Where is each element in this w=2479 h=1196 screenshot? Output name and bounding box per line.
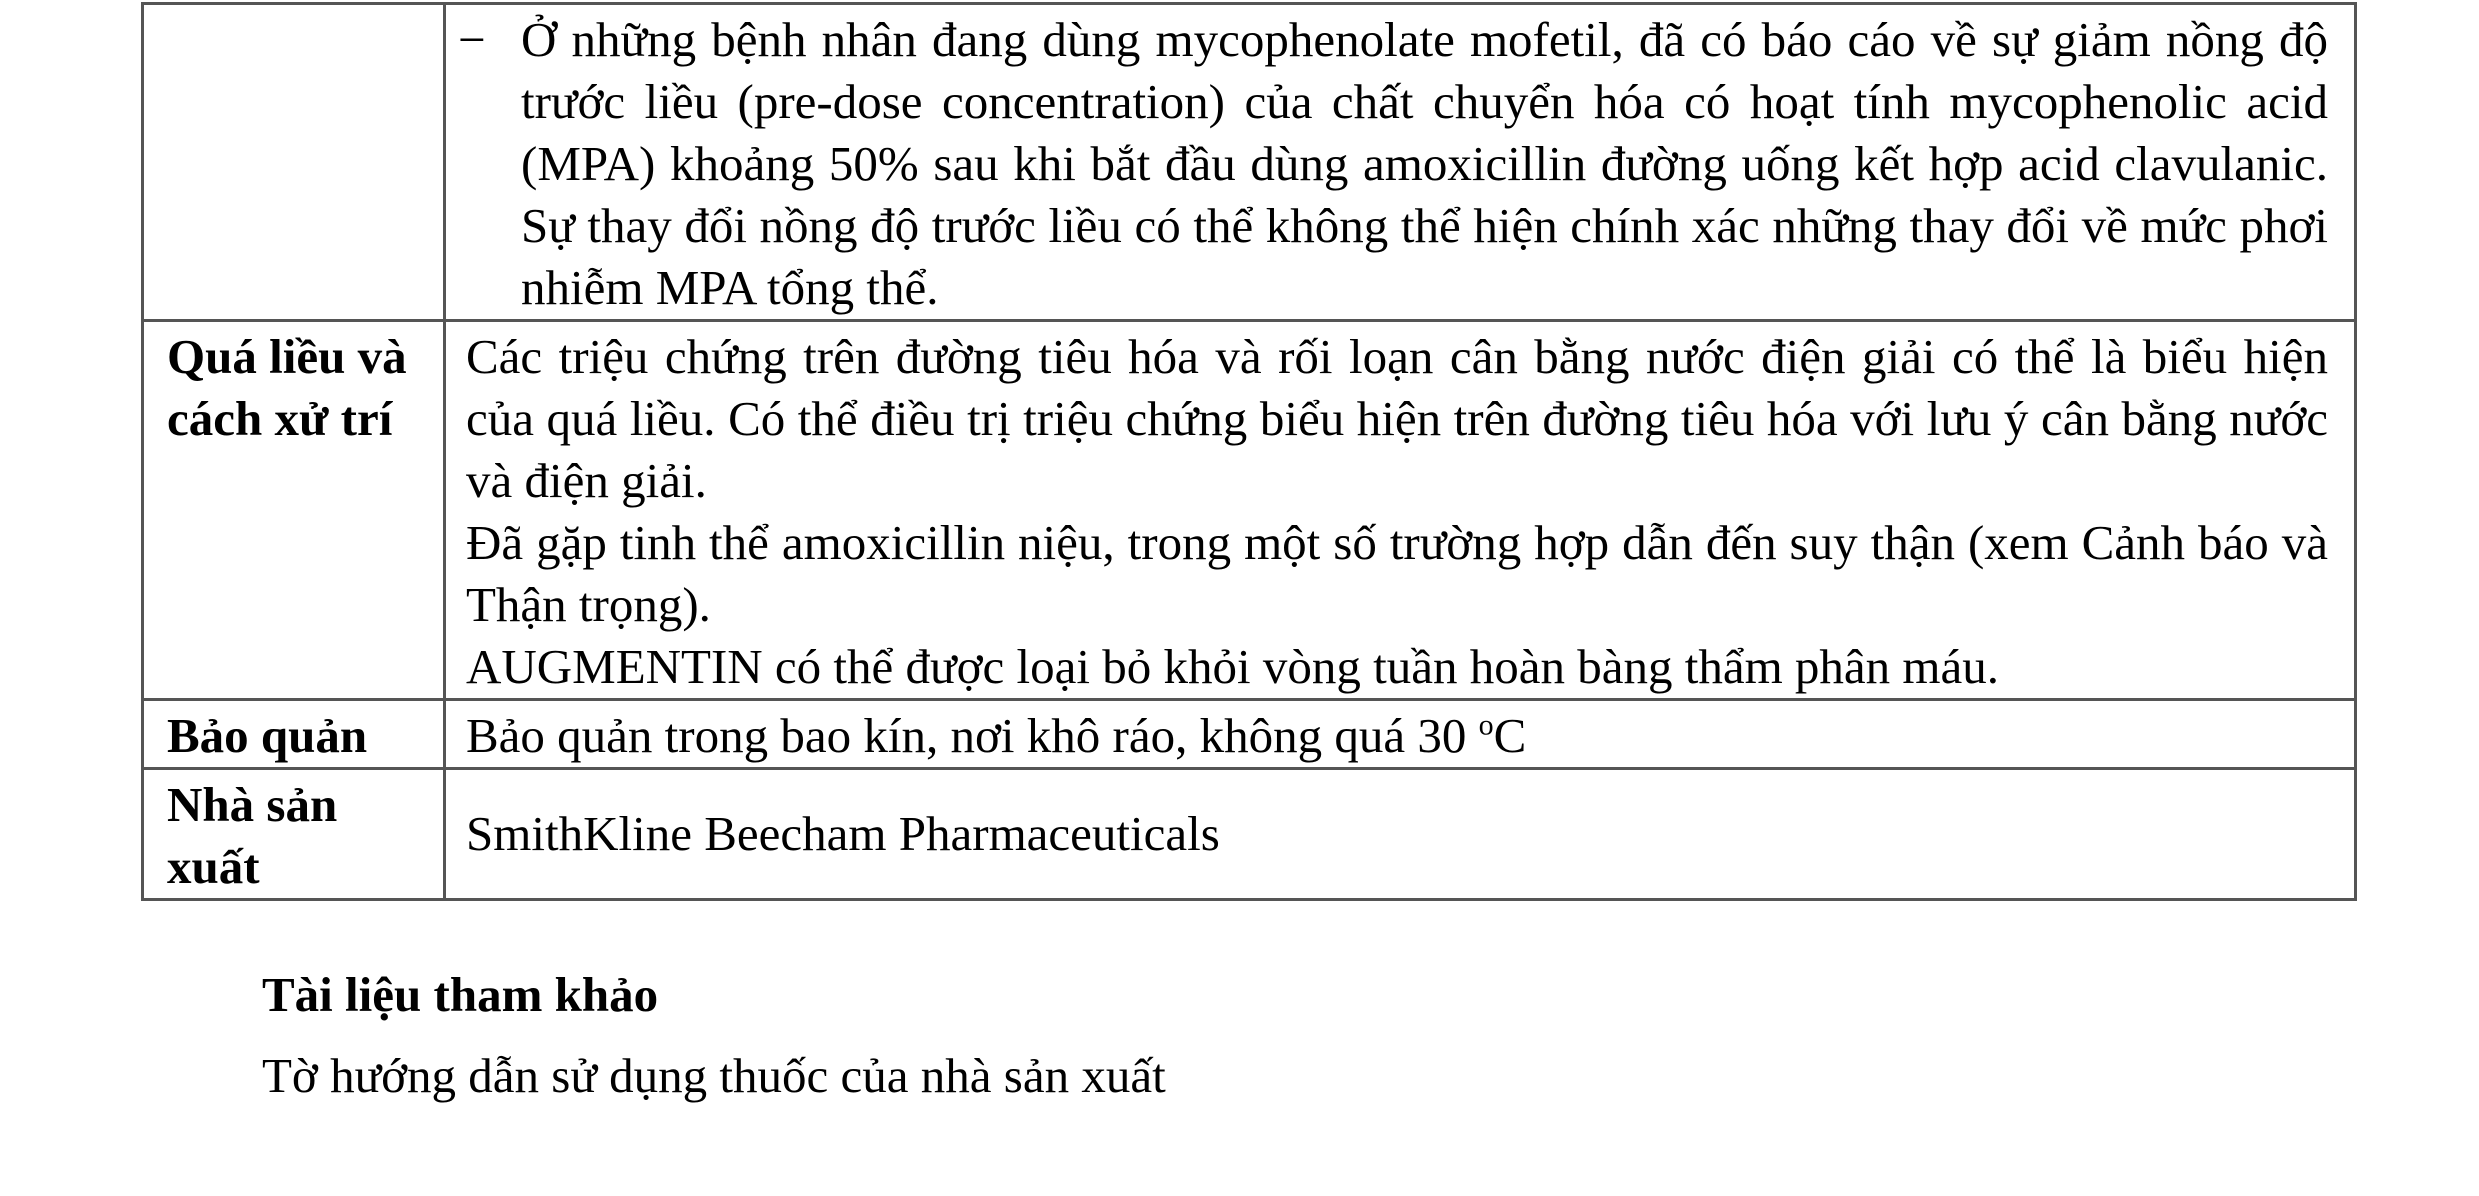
mycophenolate-paragraph: Ở những bệnh nhân đang dùng mycophenolate mofetil, đã có báo cáo về sự giảm nồng độ trước liều (pre-dose concentration) của chất chuyển hóa có hoạt tính mycophenolic acid (MPA) khoảng 50% sau khi bắt đầu dùng amoxicillin đường uống kết hợp acid clavulanic. Sự thay đổi nồng độ trước liều có thể không thể hiện chính xác những thay đổi về mức phơi nhiễm MPA tổng thể.: [521, 12, 2328, 315]
storage-content: [445, 700, 2356, 769]
dash-bullet-icon: −: [458, 12, 486, 67]
overdose-paragraph-1: Các triệu chứng trên đường tiêu hóa và rối loạn cân bằng nước điện giải có thể là biểu hiện của quá liều. Có thể điều trị triệu chứng biểu hiện trên đường tiêu hóa với lưu ý cân bằng nước và điện giải.: [466, 329, 2328, 508]
storage-text: Bảo quản trong bao kín, nơi khô ráo, không quá 30: [466, 708, 1479, 763]
row-label-empty: [143, 4, 445, 321]
storage-unit: C: [1493, 708, 1527, 763]
table-row-storage: [143, 700, 2356, 769]
bullet-item: [446, 9, 2328, 319]
overdose-paragraph-3: AUGMENTIN có thể được loại bỏ khỏi vòng tuần hoàn bàng thẩm phân máu.: [466, 639, 2000, 694]
table-row-interactions: [143, 4, 2356, 321]
table-row-overdose: [143, 321, 2356, 700]
manufacturer-content: SmithKline Beecham Pharmaceuticals: [445, 769, 2356, 900]
degree-mark: o: [1478, 708, 1494, 742]
row-label-overdose: Quá liều và cách xử trí: [143, 321, 445, 700]
references-text: Tờ hướng dẫn sử dụng thuốc của nhà sản xuất: [262, 1048, 1166, 1103]
overdose-paragraph-2: Đã gặp tinh thể amoxicillin niệu, trong một số trường hợp dẫn đến suy thận (xem Cảnh báo và Thận trọng).: [466, 515, 2328, 632]
interactions-content: [445, 4, 2356, 321]
drug-info-table: [141, 2, 2357, 901]
overdose-content: [445, 321, 2356, 700]
references-heading: Tài liệu tham khảo: [262, 967, 659, 1022]
table-row-manufacturer: [143, 769, 2356, 900]
row-label-storage: Bảo quản: [143, 700, 445, 769]
row-label-manufacturer: Nhà sản xuất: [143, 769, 445, 900]
